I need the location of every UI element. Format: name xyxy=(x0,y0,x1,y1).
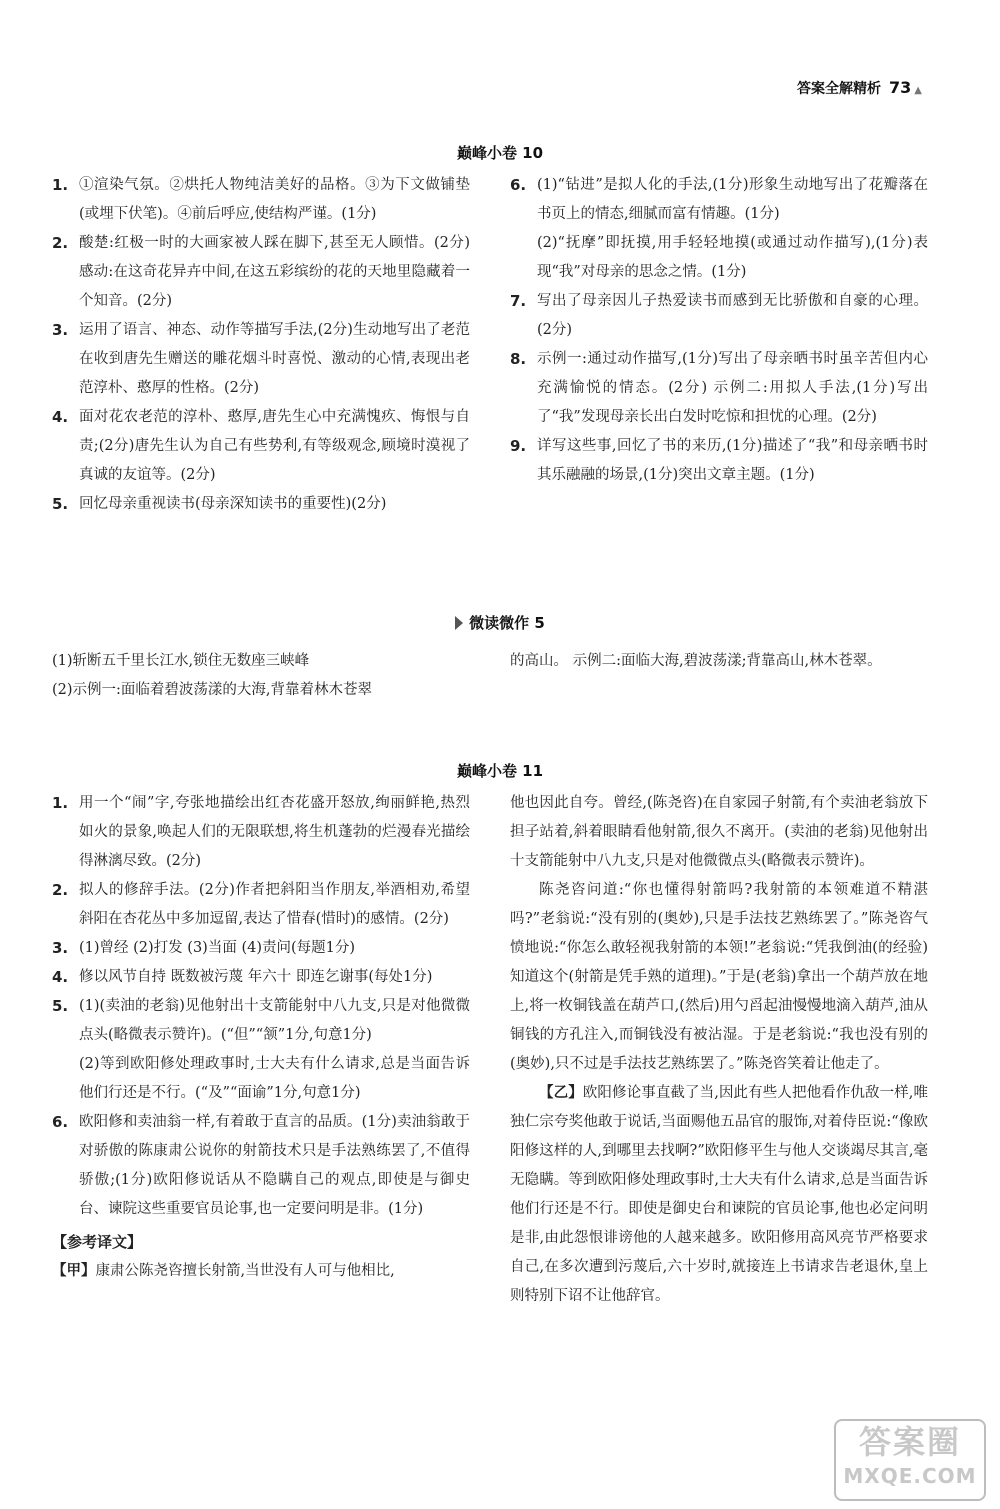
item-text: 用一个“闹”字,夸张地描绘出红杏花盛开怒放,绚丽鲜艳,热烈如火的景象,唤起人们的无限联想,将生机蓬勃的烂漫春光描绘得淋漓尽致。(2分) xyxy=(79,795,470,869)
item-number: 2. xyxy=(52,234,69,252)
wd-right-column xyxy=(510,647,928,676)
reference-translation-heading: 【参考译文】 xyxy=(52,1233,143,1251)
item-number: 4. xyxy=(52,408,69,426)
s10-item-8 xyxy=(510,345,928,432)
s11-item-4 xyxy=(52,963,470,992)
item-subpart: (2)“抚摩”即抚摸,用手轻轻地摸(或通过动作描写),(1分)表现“我”对母亲的思念之情。(1分) xyxy=(537,235,928,280)
watermark-line-2: MXQE.COM xyxy=(843,1464,977,1488)
page-header xyxy=(797,78,922,98)
wd-title-text: 微读微作 5 xyxy=(469,614,545,632)
item-text: ①渲染气氛。②烘托人物纯洁美好的品格。③为下文做铺垫(或埋下伏笔)。④前后呼应,使结构严谨。(1分) xyxy=(79,177,470,222)
item-number: 5. xyxy=(52,997,69,1015)
s10-item-2 xyxy=(52,229,470,316)
item-text: 回忆母亲重视读书(母亲深知读书的重要性)(2分) xyxy=(79,496,387,512)
wd-line-3: 的高山。 示例二:面临大海,碧波荡漾;背靠高山,林木苍翠。 xyxy=(510,653,882,669)
item-number: 3. xyxy=(52,939,69,957)
s10-item-3 xyxy=(52,316,470,403)
translation-jia-cont-2: 陈尧咨问道:“你也懂得射箭吗?我射箭的本领难道不精湛吗?”老翁说:“没有别的(奥妙),只是手法技艺熟练罢了。”陈尧咨气愤地说:“你怎么敢轻视我射箭的本领!”老翁说:“凭我倒油(的经验)知道这个(射箭是凭手熟的道理)。”于是(老翁)拿出一个葫芦放在地上,将一枚铜钱盖在葫芦口,(然后)用勺舀起油慢慢地滴入葫芦,油从铜钱的方孔注入,而铜钱没有被沾湿。于是老翁说:“我也没有别的(奥妙),只不过是手法技艺熟练罢了。”陈尧咨笑着让他走了。 xyxy=(510,882,928,1072)
wd-line-1: (1)斩断五千里长江水,锁住无数座三峡峰 xyxy=(52,653,310,669)
item-number: 7. xyxy=(510,292,527,310)
item-text: 详写这些事,回忆了书的来历,(1分)描述了“我”和母亲晒书时其乐融融的场景,(1分)突出文章主题。(1分) xyxy=(537,438,928,483)
s10-item-5 xyxy=(52,490,470,519)
item-text: 写出了母亲因儿子热爱读书而感到无比骄傲和自豪的心理。(2分) xyxy=(537,293,928,338)
jia-label: 【甲】 xyxy=(52,1263,96,1279)
item-number: 1. xyxy=(52,794,69,812)
s11-item-1 xyxy=(52,789,470,876)
s10-item-9 xyxy=(510,432,928,490)
item-number: 8. xyxy=(510,350,527,368)
translation-yi xyxy=(510,1079,928,1311)
triangle-icon: ▲ xyxy=(914,85,922,96)
item-number: 1. xyxy=(52,176,69,194)
item-text: 面对花农老范的淳朴、憨厚,唐先生心中充满愧疚、悔恨与自责;(2分)唐先生认为自己有些势利,有等级观念,顾境时漠视了真诚的友谊等。(2分) xyxy=(79,409,470,483)
item-subpart: (1)(卖油的老翁)见他射出十支箭能射中八九支,只是对他微微点头(略微表示赞许)。(“但”“颔”1分,句意1分) xyxy=(79,998,470,1043)
item-number: 6. xyxy=(510,176,527,194)
item-number: 3. xyxy=(52,321,69,339)
watermark-line-1: 答案圈 xyxy=(858,1423,961,1461)
wd-left-column xyxy=(52,647,470,705)
section-title-10: 巅峰小卷 10 xyxy=(456,144,544,162)
jia-text: 康肃公陈尧咨擅长射箭,当世没有人可与他相比, xyxy=(95,1263,395,1279)
s11-item-2 xyxy=(52,876,470,934)
item-number: 2. xyxy=(52,881,69,899)
item-text: 酸楚:红极一时的大画家被人踩在脚下,甚至无人顾惜。(2分)感动:在这奇花异卉中间,在这五彩缤纷的花的天地里隐藏着一个知音。(2分) xyxy=(79,235,470,309)
play-marker-icon xyxy=(455,616,463,630)
s11-right-column xyxy=(510,789,928,1311)
s10-item-6 xyxy=(510,171,928,287)
page-number: 73 xyxy=(889,78,912,97)
s11-left-column xyxy=(52,789,470,1286)
header-title: 答案全解精析 xyxy=(797,81,882,97)
s10-item-4 xyxy=(52,403,470,490)
s10-right-column xyxy=(510,171,928,490)
translation-jia-start xyxy=(52,1257,470,1286)
s10-item-1 xyxy=(52,171,470,229)
item-text: 欧阳修和卖油翁一样,有着敢于直言的品质。(1分)卖油翁敢于对骄傲的陈康肃公说你的射箭技术只是手法熟练罢了,不值得骄傲;(1分)欧阳修说话从不隐瞒自己的观点,即使是与御史台、谏院这些重要官员论事,也一定要问明是非。(1分) xyxy=(79,1114,470,1217)
site-watermark-logo xyxy=(834,1419,986,1501)
item-text: 修以风节自持 既数被污蔑 年六十 即连乞谢事(每处1分) xyxy=(79,969,433,985)
s11-item-6 xyxy=(52,1108,470,1224)
section-title-11: 巅峰小卷 11 xyxy=(456,762,544,780)
item-text: 运用了语言、神态、动作等描写手法,(2分)生动地写出了老范在收到唐先生赠送的雕花烟斗时喜悦、激动的心情,表现出老范淳朴、憨厚的性格。(2分) xyxy=(79,322,470,396)
item-subpart: (2)等到欧阳修处理政事时,士大夫有什么请求,总是当面告诉他们行还是不行。(“及”“面谕”1分,句意1分) xyxy=(79,1056,470,1101)
item-number: 5. xyxy=(52,495,69,513)
section-title-wd xyxy=(0,612,1000,634)
item-number: 9. xyxy=(510,437,527,455)
s11-item-5 xyxy=(52,992,470,1108)
item-text: (1)曾经 (2)打发 (3)当面 (4)责问(每题1分) xyxy=(79,940,356,956)
item-number: 6. xyxy=(52,1113,69,1131)
item-text: 拟人的修辞手法。(2分)作者把斜阳当作朋友,举酒相劝,希望斜阳在杏花丛中多加逗留,表达了惜春(惜时)的感情。(2分) xyxy=(79,882,470,927)
item-number: 4. xyxy=(52,968,69,986)
yi-label: 【乙】 xyxy=(539,1085,583,1101)
wd-line-2: (2)示例一:面临着碧波荡漾的大海,背靠着林木苍翠 xyxy=(52,682,373,698)
s10-left-column xyxy=(52,171,470,519)
s10-item-7 xyxy=(510,287,928,345)
item-subpart: (1)“钻进”是拟人化的手法,(1分)形象生动地写出了花瓣落在书页上的情态,细腻而富有情趣。(1分) xyxy=(537,177,928,222)
item-text: 示例一:通过动作描写,(1分)写出了母亲晒书时虽辛苦但内心充满愉悦的情态。(2分) 示例二:用拟人手法,(1分)写出了“我”发现母亲长出白发时吃惊和担忧的心理。(2分) xyxy=(537,351,928,425)
yi-text: 欧阳修论事直截了当,因此有些人把他看作仇敌一样,唯独仁宗夸奖他敢于说话,当面赐他五品官的服饰,对着侍臣说:“像欧阳修这样的人,到哪里去找啊?”欧阳修平生与他人交谈竭尽其言,毫无隐瞒。等到欧阳修处理政事时,士大夫有什么请求,总是当面告诉他们行还是不行。即使是御史台和谏院的官员论事,他也必定问明是非,由此怨恨诽谤他的人越来越多。欧阳修用高风亮节严格要求自己,在多次遭到污蔑后,六十岁时,就接连上书请求告老退休,皇上则特别下诏不让他辞官。 xyxy=(510,1085,929,1304)
translation-jia-cont-1: 他也因此自夸。曾经,(陈尧咨)在自家园子射箭,有个卖油老翁放下担子站着,斜着眼睛看他射箭,很久不离开。(卖油的老翁)见他射出十支箭能射中八九支,只是对他微微点头(略微表示赞许)。 xyxy=(510,795,928,869)
s11-item-3 xyxy=(52,934,470,963)
